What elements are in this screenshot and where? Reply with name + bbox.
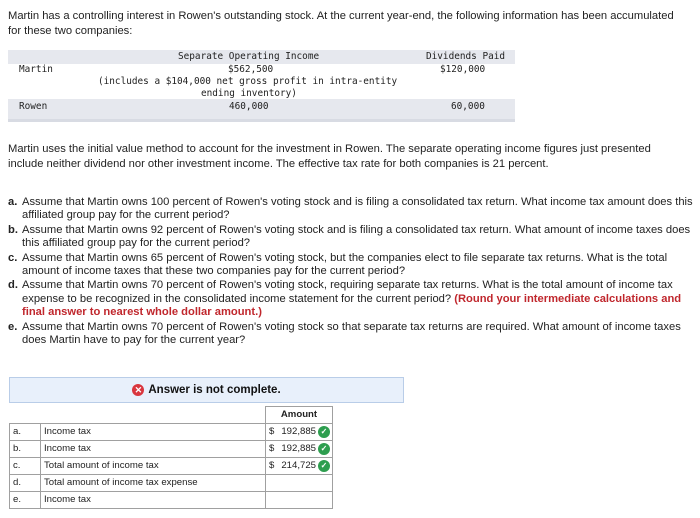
answer-row-d — [10, 474, 333, 491]
question-text: Assume that Martin owns 65 percent of Rowen's voting stock, but the companies elect to file separate tax returns. What is the total amount of income taxes that these two companies pay for the current period? — [22, 251, 668, 278]
row-label: Total amount of income tax — [41, 457, 266, 474]
question-letter: e. — [8, 320, 18, 333]
amount-input-b[interactable] — [266, 440, 333, 457]
x-circle-icon: ✕ — [132, 384, 144, 396]
question-letter: b. — [8, 223, 18, 236]
row-letter: d. — [10, 474, 41, 491]
answer-table-header — [10, 407, 333, 424]
amount-input-a[interactable] — [266, 423, 333, 440]
amount-value: 192,885 — [281, 426, 316, 437]
rowen-income: 460,000 — [229, 101, 269, 112]
rounding-instruction: (Round your intermediate calculations and final answer to nearest whole dollar amount.) — [22, 292, 682, 319]
company-info-table — [8, 50, 515, 122]
amount-input-d[interactable] — [266, 474, 333, 491]
question-letter: c. — [8, 251, 18, 264]
question-text: Assume that Martin owns 100 percent of Rowen's voting stock and is filing a consolidated tax return. What income tax amount does this affiliated group pay for the current period? — [22, 196, 693, 222]
row-letter: b. — [10, 440, 41, 457]
row-label: Income tax — [41, 491, 266, 508]
answer-status-banner — [9, 377, 404, 403]
question-text: Assume that Martin owns 92 percent of Rowen's voting stock and is filing a consolidated tax return. What amount of income taxes does this affiliated group pay for the current period? — [22, 223, 691, 250]
row-label: Total amount of income tax expense — [41, 474, 266, 491]
method-paragraph: Martin uses the initial value method to account for the investment in Rowen. The separate operating income figures just presented include neither dividend nor other investment income. The effective tax rate for both companies is 21 percent. — [8, 143, 651, 170]
rowen-dividends: 60,000 — [451, 101, 485, 112]
check-icon: ✓ — [318, 460, 330, 472]
row-label: Income tax — [41, 440, 266, 457]
amount-value: 192,885 — [281, 443, 316, 454]
answer-row-c — [10, 457, 333, 474]
answer-row-b — [10, 440, 333, 457]
question-list — [8, 196, 696, 348]
row-label: Income tax — [41, 423, 266, 440]
table-divider — [8, 119, 515, 122]
amount-value: 214,725 — [281, 460, 316, 471]
answer-status-text: Answer is not complete. — [148, 384, 281, 396]
question-d — [8, 279, 696, 319]
row-letter: c. — [10, 457, 41, 474]
dividends-column-header: Dividends Paid — [426, 51, 506, 62]
company-name-martin: Martin — [19, 64, 53, 75]
company-name-rowen: Rowen — [19, 101, 48, 112]
income-column-header: Separate Operating Income — [178, 51, 320, 62]
martin-dividends: $120,000 — [440, 64, 486, 75]
question-letter: d. — [8, 279, 18, 292]
check-icon: ✓ — [318, 443, 330, 455]
currency-symbol: $ — [269, 460, 275, 471]
amount-input-c[interactable] — [266, 457, 333, 474]
amount-input-e[interactable] — [266, 491, 333, 508]
martin-income: $562,500 — [228, 64, 274, 75]
check-icon: ✓ — [318, 426, 330, 438]
row-letter: a. — [10, 423, 41, 440]
intro-paragraph: Martin has a controlling interest in Rowen's outstanding stock. At the current year-end, the following information has been accumulated for these two companies: — [8, 10, 674, 37]
amount-header: Amount — [266, 407, 333, 424]
row-letter: e. — [10, 491, 41, 508]
answer-table — [9, 406, 333, 509]
question-c — [8, 252, 696, 279]
question-text: Assume that Martin owns 70 percent of Rowen's voting stock, requiring separate tax returns. What is the total amount of income tax expense to be recognized in the consolidated income statement for the current period? — [22, 279, 673, 305]
question-letter: a. — [8, 196, 18, 208]
currency-symbol: $ — [269, 443, 275, 454]
answer-row-a — [10, 423, 333, 440]
currency-symbol: $ — [269, 426, 275, 437]
martin-income-note-line1: (includes a $104,000 net gross profit in intra-entity — [98, 76, 398, 87]
question-b — [8, 224, 696, 251]
question-e — [8, 321, 696, 348]
question-a — [8, 196, 696, 223]
answer-row-e — [10, 491, 333, 508]
martin-income-note-line2: ending inventory) — [201, 88, 297, 99]
question-text: Assume that Martin owns 70 percent of Rowen's voting stock so that separate tax returns are required. What amount of income taxes does Martin have to pay for the current year? — [22, 320, 681, 347]
